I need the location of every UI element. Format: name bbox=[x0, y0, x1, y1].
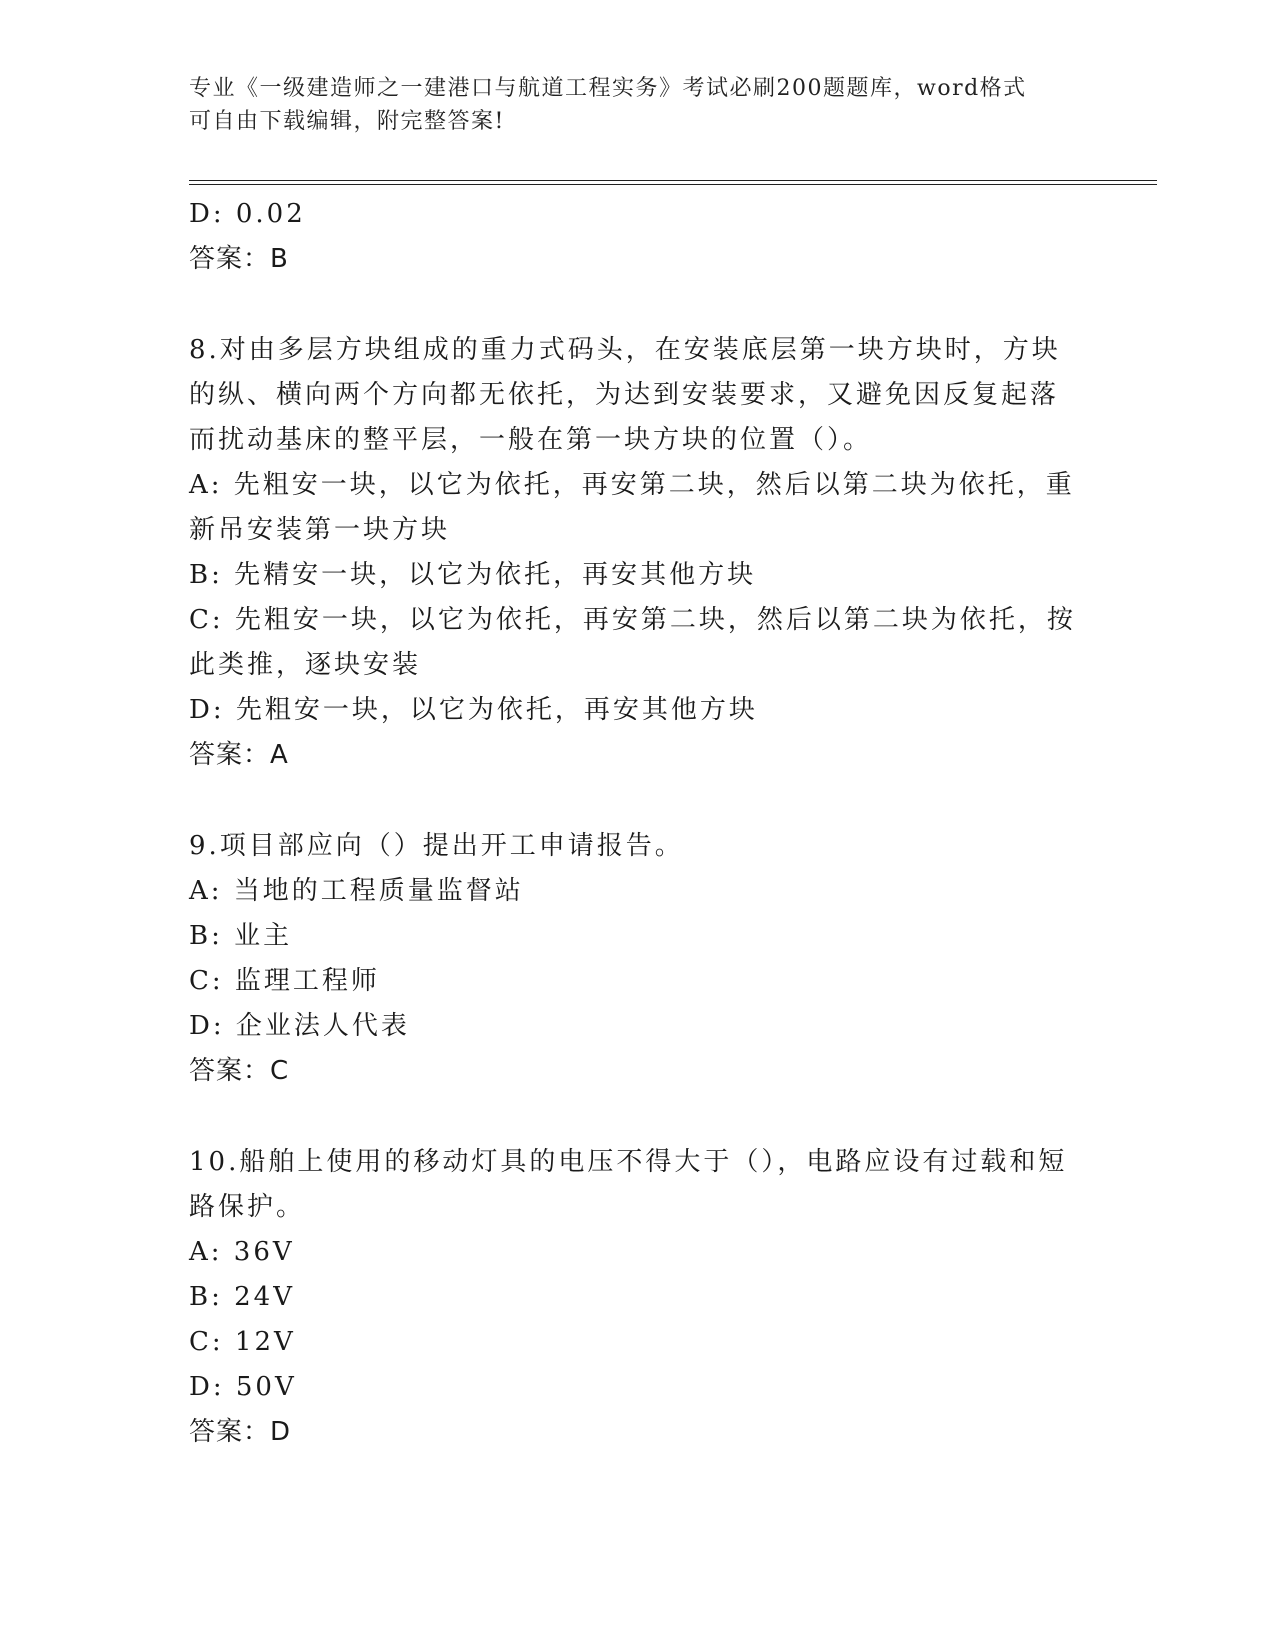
prev-question-answer: 答案：B bbox=[189, 244, 289, 274]
question-stem-line: 而扰动基床的整平层，一般在第一块方块的位置（）。 bbox=[189, 425, 873, 455]
prev-question-option-d: D: 0.02 bbox=[189, 199, 306, 229]
header-line-2: 可自由下载编辑，附完整答案! bbox=[189, 109, 505, 134]
question-stem-line: 路保护。 bbox=[189, 1192, 306, 1222]
option-a: A: 先粗安一块，以它为依托，再安第二块，然后以第二块为依托，重 bbox=[189, 470, 1075, 500]
option-c-continued: 此类推，逐块安装 bbox=[189, 650, 422, 680]
option-c: C: 先粗安一块，以它为依托，再安第二块，然后以第二块为依托，按 bbox=[189, 605, 1076, 635]
option-a-continued: 新吊安装第一块方块 bbox=[189, 515, 451, 545]
question-stem-line: 10.船舶上使用的移动灯具的电压不得大于（），电路应设有过载和短 bbox=[189, 1147, 1068, 1177]
question-stem-line: 的纵、横向两个方向都无依托，为达到安装要求，又避免因反复起落 bbox=[189, 380, 1060, 410]
answer: 答案：C bbox=[189, 1056, 290, 1086]
option-a: A: 36V bbox=[189, 1237, 295, 1267]
option-d: D: 50V bbox=[189, 1372, 297, 1402]
option-b: B: 先精安一块，以它为依托，再安其他方块 bbox=[189, 560, 757, 590]
question-10 bbox=[189, 1140, 1089, 1455]
option-c: C: 12V bbox=[189, 1327, 296, 1357]
question-stem-line: 8.对由多层方块组成的重力式码头，在安装底层第一块方块时，方块 bbox=[189, 335, 1061, 365]
document-header bbox=[189, 72, 1069, 138]
option-a: A: 当地的工程质量监督站 bbox=[189, 876, 524, 906]
question-9 bbox=[189, 824, 1089, 1094]
spacer bbox=[189, 1094, 1089, 1140]
spacer bbox=[189, 778, 1089, 824]
header-line-1: 专业《一级建造师之一建港口与航道工程实务》考试必刷200题题库，word格式 bbox=[189, 76, 1027, 101]
option-d: D: 企业法人代表 bbox=[189, 1011, 410, 1041]
option-d: D: 先粗安一块，以它为依托，再安其他方块 bbox=[189, 695, 758, 725]
header-divider-top bbox=[189, 180, 1157, 181]
question-8 bbox=[189, 328, 1089, 778]
option-b: B: 业主 bbox=[189, 921, 293, 951]
spacer bbox=[189, 282, 1089, 328]
option-b: B: 24V bbox=[189, 1282, 295, 1312]
answer: 答案：D bbox=[189, 1417, 292, 1447]
document-body bbox=[189, 192, 1089, 1455]
option-c: C: 监理工程师 bbox=[189, 966, 380, 996]
answer: 答案：A bbox=[189, 740, 289, 770]
question-stem-line: 9.项目部应向（）提出开工申请报告。 bbox=[189, 831, 684, 861]
header-divider-bottom bbox=[189, 184, 1157, 185]
